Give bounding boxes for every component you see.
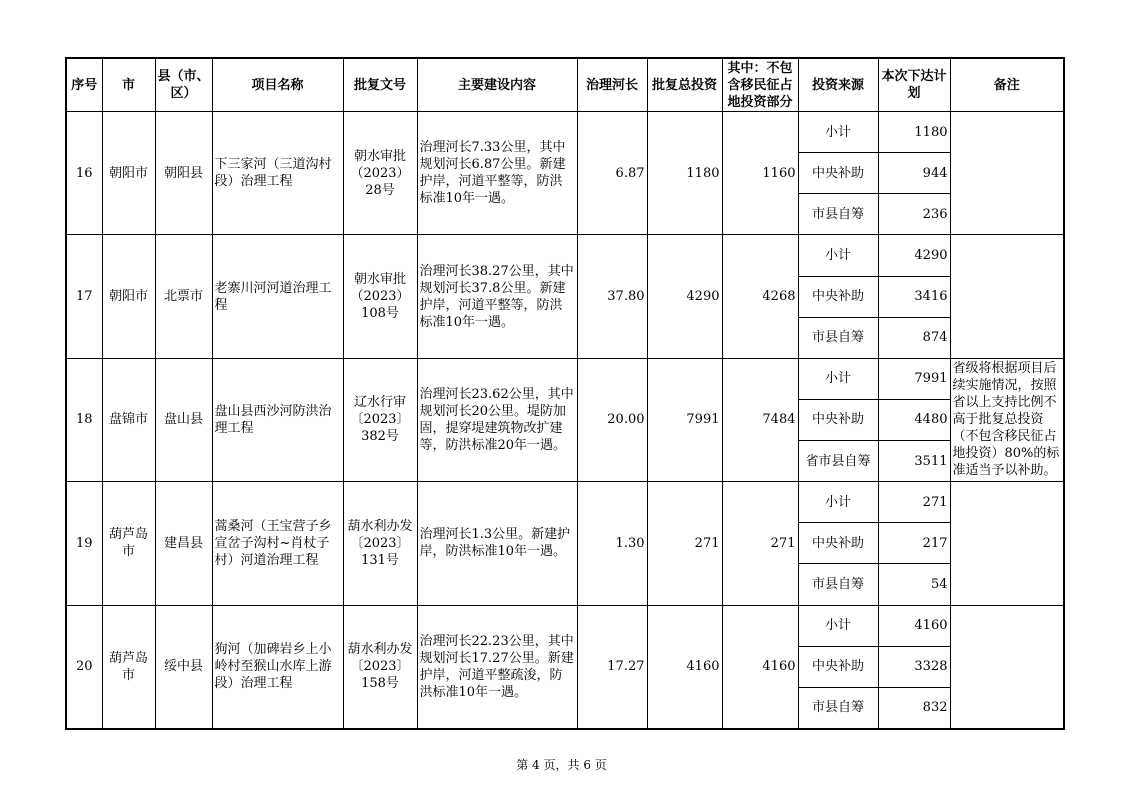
cell-source-value: 874 — [878, 317, 950, 358]
cell-approval-doc: 葫水利办发〔2023〕158号 — [343, 605, 417, 729]
cell-source-label: 中央补助 — [798, 276, 878, 317]
cell-main-content: 治理河长7.33公里，其中规划河长6.87公里。新建护岸，河道平整等，防洪标准10年一遇。 — [417, 112, 577, 235]
cell-river-length: 6.87 — [577, 112, 647, 235]
cell-excl-resettlement: 7484 — [722, 358, 798, 481]
cell-main-content: 治理河长38.27公里，其中规划河长37.8公里。新建护岸，河道平整等，防洪标准10年一遇。 — [417, 235, 577, 358]
cell-total-investment: 7991 — [647, 358, 722, 481]
cell-source-label: 市县自筹 — [798, 194, 878, 235]
header-river-length: 治理河长 — [577, 58, 647, 112]
cell-source-label: 中央补助 — [798, 646, 878, 687]
cell-county: 北票市 — [155, 235, 212, 358]
cell-source-value: 7991 — [878, 358, 950, 399]
header-funding-source: 投资来源 — [798, 58, 878, 112]
cell-county: 建昌县 — [155, 482, 212, 605]
cell-source-label: 小计 — [798, 358, 878, 399]
header-project-name: 项目名称 — [212, 58, 343, 112]
cell-approval-doc: 葫水利办发〔2023〕131号 — [343, 482, 417, 605]
cell-total-investment: 1180 — [647, 112, 722, 235]
cell-remarks — [950, 605, 1064, 729]
header-approval-doc: 批复文号 — [343, 58, 417, 112]
header-city: 市 — [102, 58, 155, 112]
cell-source-value: 3416 — [878, 276, 950, 317]
header-current-plan: 本次下达计划 — [878, 58, 950, 112]
page-footer: 第 4 页，共 6 页 — [516, 758, 607, 772]
cell-source-label: 市县自筹 — [798, 687, 878, 729]
table-row — [66, 358, 1064, 399]
cell-source-value: 3511 — [878, 441, 950, 482]
cell-seq: 16 — [66, 112, 102, 235]
cell-source-label: 中央补助 — [798, 399, 878, 440]
cell-project-name: 狗河（加碑岩乡上小岭村至猴山水库上游段）治理工程 — [212, 605, 343, 729]
cell-river-length: 20.00 — [577, 358, 647, 481]
cell-city: 葫芦岛市 — [102, 605, 155, 729]
cell-seq: 20 — [66, 605, 102, 729]
cell-main-content: 治理河长23.62公里，其中规划河长20公里。堤防加固，提穿堤建筑物改扩建等，防洪标准20年一遇。 — [417, 358, 577, 481]
cell-excl-resettlement: 271 — [722, 482, 798, 605]
cell-source-value: 217 — [878, 523, 950, 564]
cell-main-content: 治理河长22.23公里，其中规划河长17.27公里。新建护岸，河道平整疏浚，防洪标准10年一遇。 — [417, 605, 577, 729]
cell-remarks — [950, 482, 1064, 605]
table-row — [66, 605, 1064, 646]
cell-source-value: 3328 — [878, 646, 950, 687]
table-row — [66, 482, 1064, 523]
cell-river-length: 37.80 — [577, 235, 647, 358]
cell-total-investment: 4160 — [647, 605, 722, 729]
cell-approval-doc: 朝水审批（2023）108号 — [343, 235, 417, 358]
cell-river-length: 17.27 — [577, 605, 647, 729]
table-row — [66, 112, 1064, 153]
cell-county: 绥中县 — [155, 605, 212, 729]
cell-source-label: 小计 — [798, 235, 878, 276]
cell-source-value: 4160 — [878, 605, 950, 646]
project-table — [65, 57, 1065, 730]
cell-seq: 18 — [66, 358, 102, 481]
cell-remarks — [950, 112, 1064, 235]
header-seq: 序号 — [66, 58, 102, 112]
cell-seq: 19 — [66, 482, 102, 605]
cell-county: 朝阳县 — [155, 112, 212, 235]
table-row — [66, 235, 1064, 276]
cell-total-investment: 271 — [647, 482, 722, 605]
cell-source-value: 832 — [878, 687, 950, 729]
cell-city: 朝阳市 — [102, 235, 155, 358]
cell-excl-resettlement: 4160 — [722, 605, 798, 729]
cell-main-content: 治理河长1.3公里。新建护岸，防洪标准10年一遇。 — [417, 482, 577, 605]
cell-source-label: 小计 — [798, 482, 878, 523]
header-row — [66, 58, 1064, 112]
cell-approval-doc: 辽水行审〔2023〕382号 — [343, 358, 417, 481]
cell-excl-resettlement: 4268 — [722, 235, 798, 358]
cell-source-label: 中央补助 — [798, 523, 878, 564]
cell-approval-doc: 朝水审批（2023）28号 — [343, 112, 417, 235]
cell-project-name: 老寨川河河道治理工程 — [212, 235, 343, 358]
header-remarks: 备注 — [950, 58, 1064, 112]
cell-source-value: 236 — [878, 194, 950, 235]
header-main-content: 主要建设内容 — [417, 58, 577, 112]
cell-river-length: 1.30 — [577, 482, 647, 605]
cell-project-name: 盘山县西沙河防洪治理工程 — [212, 358, 343, 481]
cell-city: 朝阳市 — [102, 112, 155, 235]
cell-remarks — [950, 235, 1064, 358]
header-county: 县（市、区） — [155, 58, 212, 112]
cell-county: 盘山县 — [155, 358, 212, 481]
cell-remarks: 省级将根据项目后续实施情况，按照省以上支持比例不高于批复总投资（不包含移民征占地投资）80%的标准适当予以补助。 — [950, 358, 1064, 481]
cell-source-value: 1180 — [878, 112, 950, 153]
cell-seq: 17 — [66, 235, 102, 358]
cell-source-label: 中央补助 — [798, 153, 878, 194]
cell-source-value: 271 — [878, 482, 950, 523]
cell-excl-resettlement: 1160 — [722, 112, 798, 235]
cell-source-value: 4480 — [878, 399, 950, 440]
cell-source-label: 市县自筹 — [798, 317, 878, 358]
cell-source-label: 市县自筹 — [798, 564, 878, 605]
cell-source-value: 54 — [878, 564, 950, 605]
cell-city: 葫芦岛市 — [102, 482, 155, 605]
cell-total-investment: 4290 — [647, 235, 722, 358]
cell-source-value: 944 — [878, 153, 950, 194]
cell-source-label: 小计 — [798, 112, 878, 153]
header-total-investment: 批复总投资 — [647, 58, 722, 112]
cell-source-value: 4290 — [878, 235, 950, 276]
cell-source-label: 小计 — [798, 605, 878, 646]
cell-project-name: 蒿桑河（王宝营子乡宣岔子沟村~肖杖子村）河道治理工程 — [212, 482, 343, 605]
header-excl-resettlement: 其中：不包含移民征占地投资部分 — [722, 58, 798, 112]
cell-city: 盘锦市 — [102, 358, 155, 481]
cell-project-name: 下三家河（三道沟村段）治理工程 — [212, 112, 343, 235]
cell-source-label: 省市县自筹 — [798, 441, 878, 482]
